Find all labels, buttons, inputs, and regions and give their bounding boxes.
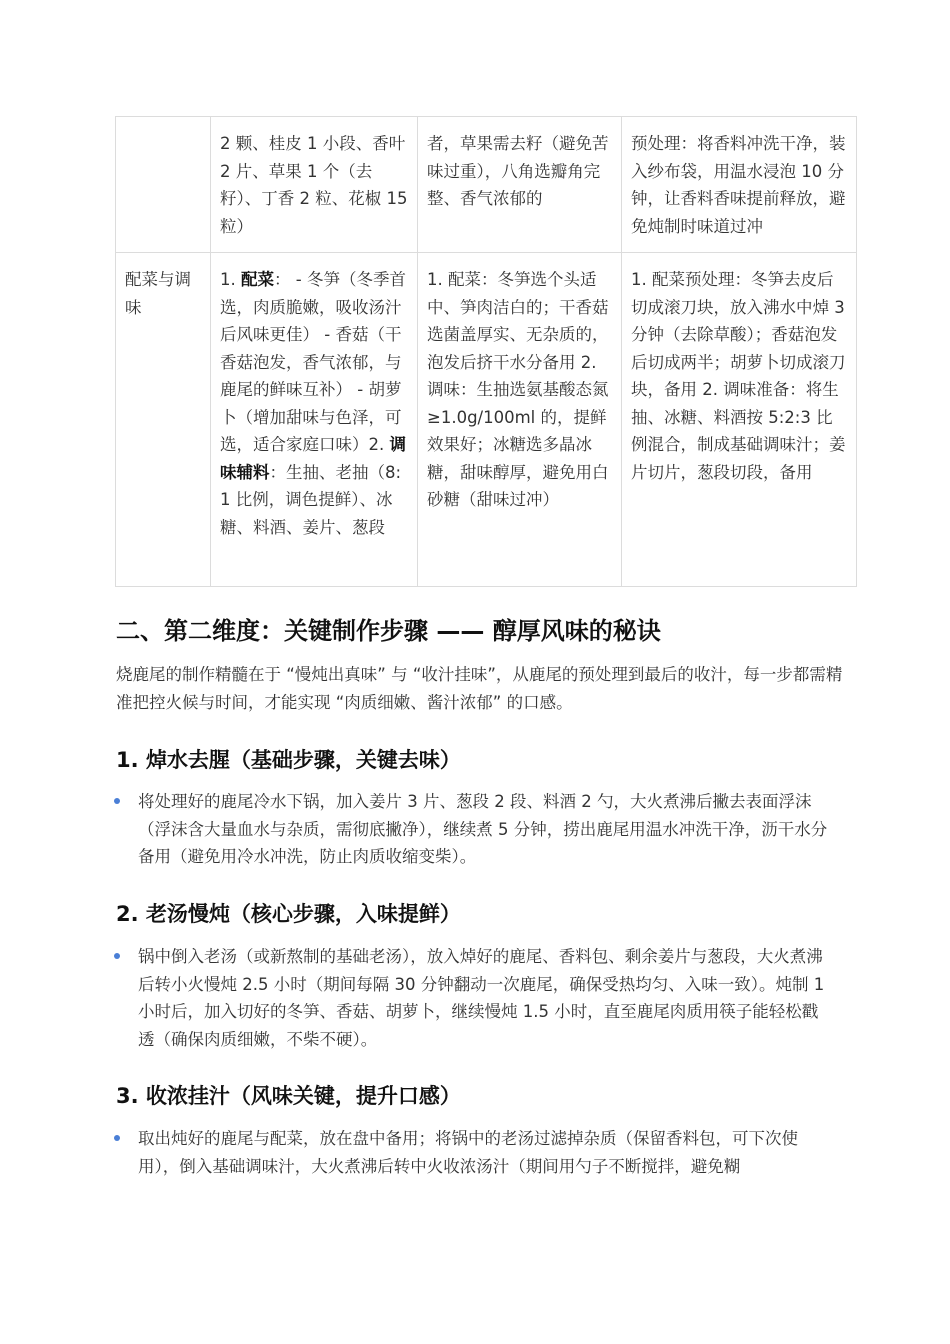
table-cell-selection: 者，草果需去籽（避免苦味过重），八角选瓣角完整、香气浓郁的 xyxy=(418,117,622,253)
bullet-dot-icon xyxy=(114,1135,120,1141)
section-heading: 二、第二维度：关键制作步骤 —— 醇厚风味的秘诀 xyxy=(116,617,661,645)
table-cell-preparation: 预处理：将香料冲洗干净，装入纱布袋，用温水浸泡 10 分钟，让香料香味提前释放，避免炖制时味道过冲 xyxy=(622,117,857,253)
table-row xyxy=(116,117,857,253)
cell-text: 1. xyxy=(220,270,241,289)
cell-bold-text: 调味辅料 xyxy=(220,435,406,482)
step-text: 锅中倒入老汤（或新熬制的基础老汤），放入焯好的鹿尾、香料包、剩余姜片与葱段，大火煮沸后转小火慢炖 2.5 小时（期间每隔 30 分钟翻动一次鹿尾，确保受热均匀、入味一致）。炖制 1 小时后，加入切好的冬笋、香菇、胡萝卜，继续慢炖 1.5 小时，直至鹿尾肉质用筷子能轻松戳透（确保肉质细嫩，不柴不硬）。 xyxy=(138,947,825,1049)
bullet-dot-icon xyxy=(114,798,120,804)
table-cell-category: 配菜与调味 xyxy=(116,253,211,587)
table-cell-selection: 1. 配菜：冬笋选个头适中、笋肉洁白的；干香菇选菌盖厚实、无杂质的，泡发后挤干水分备用 2. 调味：生抽选氨基酸态氮≥1.0g/100ml 的，提鲜效果好；冰糖选多晶冰糖，甜味醇厚，避免用白砂糖（甜味过冲） xyxy=(418,253,622,587)
step-text: 取出炖好的鹿尾与配菜，放在盘中备用；将锅中的老汤过滤掉杂质（保留香料包，可下次使用），倒入基础调味汁，大火煮沸后转中火收浓汤汁（期间用勺子不断搅拌，避免糊 xyxy=(138,1129,798,1176)
table-cell-category xyxy=(116,117,211,253)
table-cell-ingredients: 2 颗、桂皮 1 小段、香叶 2 片、草果 1 个（去籽）、丁香 2 粒、花椒 15 粒） xyxy=(211,117,418,253)
table-cell-ingredients xyxy=(211,253,418,587)
cell-bold-text: 配菜 xyxy=(241,270,274,289)
step-heading: 2. 老汤慢炖（核心步骤，入味提鲜） xyxy=(116,902,461,926)
section-intro: 烧鹿尾的制作精髓在于 “慢炖出真味” 与 “收汁挂味”，从鹿尾的预处理到最后的收汁，每一步都需精准把控火候与时间，才能实现 “肉质细嫩、酱汁浓郁” 的口感。 xyxy=(116,665,843,712)
step-text: 将处理好的鹿尾冷水下锅，加入姜片 3 片、葱段 2 段、料酒 2 勺，大火煮沸后撇去表面浮沫（浮沫含大量血水与杂质，需彻底撇净），继续煮 5 分钟，捞出鹿尾用温水冲洗干净，沥干水分备用（避免用冷水冲洗，防止肉质收缩变柴）。 xyxy=(138,792,828,866)
step-heading: 3. 收浓挂汁（风味关键，提升口感） xyxy=(116,1084,461,1108)
ingredients-table xyxy=(115,116,857,587)
step-heading: 1. 焯水去腥（基础步骤，关键去味） xyxy=(116,748,461,772)
cell-text: ： - 冬笋（冬季首选，肉质脆嫩，吸收汤汁后风味更佳） - 香菇（干香菇泡发，香气浓郁，与鹿尾的鲜味互补） - 胡萝卜（增加甜味与色泽，可选，适合家庭口味）2. xyxy=(220,270,406,454)
cell-text: ：生抽、老抽（8:1 比例，调色提鲜）、冰糖、料酒、姜片、葱段 xyxy=(220,462,402,537)
table-cell-preparation: 1. 配菜预处理：冬笋去皮后切成滚刀块，放入沸水中焯 3 分钟（去除草酸）；香菇泡发后切成两半；胡萝卜切成滚刀块，备用 2. 调味准备：将生抽、冰糖、料酒按 5:2:3 比例混合，制成基础调味汁；姜片切片，葱段切段，备用 xyxy=(622,253,857,587)
table-row xyxy=(116,253,857,587)
bullet-dot-icon xyxy=(114,953,120,959)
